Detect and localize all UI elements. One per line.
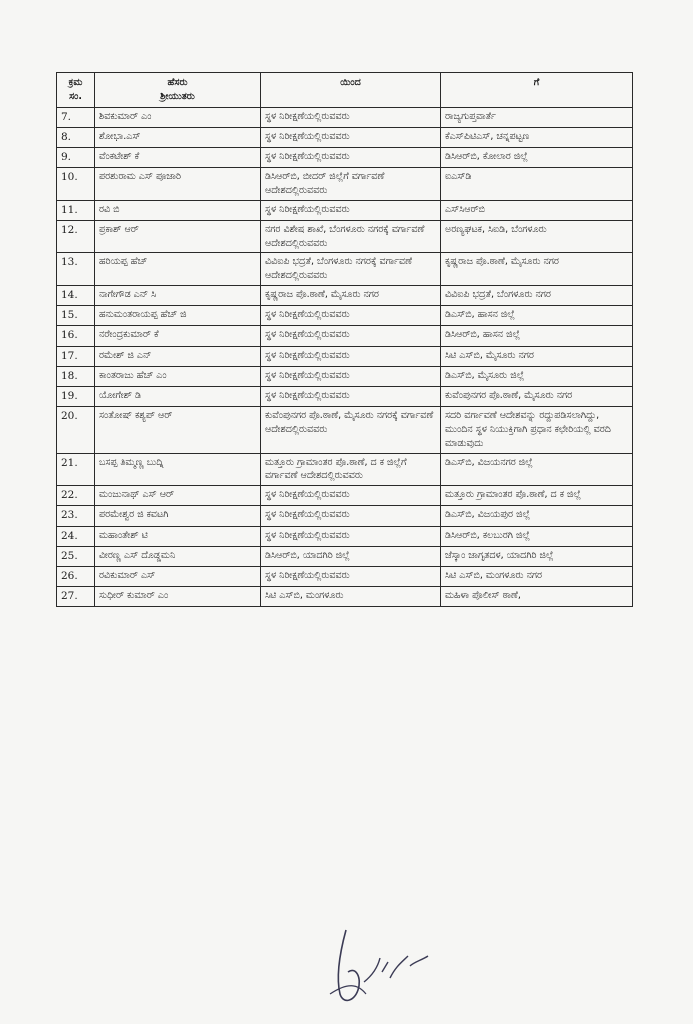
table-row [57,147,633,167]
table-header [57,73,633,108]
table-row [57,220,633,253]
serial-no-cell: 12. [57,220,95,253]
to-cell: ರಾಜ್ಯಗುಪ್ತವಾರ್ತೆ [441,107,633,127]
signature-date-stroke [364,956,428,982]
to-cell: ಸಿಟಿ ಎಸ್‌ಬಿ, ಮೈಸೂರು ನಗರ [441,346,633,366]
from-cell: ಸ್ಥಳ ನಿರೀಕ್ಷಣೆಯಲ್ಲಿರುವವರು [261,306,441,326]
from-cell: ಕುವೆಂಪುನಗರ ಪೊ.ಠಾಣೆ, ಮೈಸೂರು ನಗರಕ್ಕೆ ವರ್ಗಾವಣೆ ಆದೇಶದಲ್ಲಿರುವವರು [261,407,441,453]
table-row [57,486,633,506]
serial-no-cell: 27. [57,587,95,607]
table-row [57,107,633,127]
name-cell: ಯೋಗೇಶ್ ಡಿ [95,387,261,407]
from-cell: ಸ್ಥಳ ನಿರೀಕ್ಷಣೆಯಲ್ಲಿರುವವರು [261,486,441,506]
serial-no-cell: 11. [57,200,95,220]
serial-no-cell: 24. [57,526,95,546]
serial-no-cell: 19. [57,387,95,407]
signature [318,922,438,1017]
to-cell: ಡಿಎಸ್‌ಬಿ, ವಿಜಯಪುರ ಜಿಲ್ಲೆ [441,506,633,526]
to-cell: ಕೃಷ್ಣರಾಜ ಪೊ.ಠಾಣೆ, ಮೈಸೂರು ನಗರ [441,253,633,286]
name-cell: ನರೇಂದ್ರಕುಮಾರ್ ಕೆ [95,326,261,346]
name-cell: ಹನುಮಂತರಾಯಪ್ಪ ಹೆಚ್ ಜಿ [95,306,261,326]
from-cell: ಸಿಟಿ ಎಸ್‌ಬಿ, ಮಂಗಳೂರು [261,587,441,607]
table-row [57,587,633,607]
from-cell: ಡಿಸಿಆರ್‌ಬಿ, ಯಾದಗಿರಿ ಜಿಲ್ಲೆ [261,546,441,566]
name-cell: ಮಹಾಂತೇಶ್ ಟಿ [95,526,261,546]
to-cell: ಕುವೆಂಪುನಗರ ಪೊ.ಠಾಣೆ, ಮೈಸೂರು ನಗರ [441,387,633,407]
serial-no-cell: 10. [57,168,95,201]
name-cell: ರವಿ ಬಿ [95,200,261,220]
to-cell: ಡಿಎಸ್‌ಬಿ, ಹಾಸನ ಜಿಲ್ಲೆ [441,306,633,326]
to-cell: ಸಿಟಿ ಎಸ್‌ಬಿ, ಮಂಗಳೂರು ನಗರ [441,567,633,587]
serial-no-cell: 8. [57,127,95,147]
header-to: ಗೆ [441,73,633,108]
to-cell: ಅರಣ್ಯಘಟಕ, ಸಿಐಡಿ, ಬೆಂಗಳೂರು [441,220,633,253]
serial-no-cell: 23. [57,506,95,526]
from-cell: ಸ್ಥಳ ನಿರೀಕ್ಷಣೆಯಲ್ಲಿರುವವರು [261,147,441,167]
serial-no-cell: 15. [57,306,95,326]
table-row [57,387,633,407]
from-cell: ಸ್ಥಳ ನಿರೀಕ್ಷಣೆಯಲ್ಲಿರುವವರು [261,107,441,127]
to-cell: ಜೆಸ್ಕಾಂ ಜಾಗೃತದಳ, ಯಾದಗಿರಿ ಜಿಲ್ಲೆ [441,546,633,566]
table-row [57,168,633,201]
signature-stroke [338,930,359,1000]
name-cell: ರಮೇಶ್ ಜಿ ಎನ್ [95,346,261,366]
name-cell: ಹರಿಯಪ್ಪ ಹೆಚ್ [95,253,261,286]
table-row [57,127,633,147]
serial-no-cell: 22. [57,486,95,506]
to-cell: ಡಿಸಿಆರ್‌ಬಿ, ಕಲಬುರಗಿ ಜಿಲ್ಲೆ [441,526,633,546]
serial-no-cell: 25. [57,546,95,566]
from-cell: ಸ್ಥಳ ನಿರೀಕ್ಷಣೆಯಲ್ಲಿರುವವರು [261,366,441,386]
from-cell: ಸ್ಥಳ ನಿರೀಕ್ಷಣೆಯಲ್ಲಿರುವವರು [261,567,441,587]
table-row [57,326,633,346]
to-cell: ಕೆಎಸ್‌ಪಿಟಿಎಸ್, ಚನ್ನಪಟ್ಟಣ [441,127,633,147]
table-row [57,306,633,326]
header-name [95,73,261,108]
from-cell: ನಗರ ವಿಶೇಷ ಶಾಖೆ, ಬೆಂಗಳೂರು ನಗರಕ್ಕೆ ವರ್ಗಾವಣೆ ಆದೇಶದಲ್ಲಿರುವವರು [261,220,441,253]
name-cell: ಬಸಪ್ಪ ತಿಮ್ಮಣ್ಣ ಬುದ್ನಿ [95,453,261,486]
to-cell: ಡಿಸಿಆರ್‌ಬಿ, ಹಾಸನ ಜಿಲ್ಲೆ [441,326,633,346]
name-cell: ವೀರಣ್ಣ ಎಸ್ ದೊಡ್ಡಮನಿ [95,546,261,566]
from-cell: ಡಿಸಿಆರ್‌ಬಿ, ಬೀದರ್ ಜಿಲ್ಲೆಗೆ ವರ್ಗಾವಣೆ ಆದೇಶದಲ್ಲಿರುವವರು [261,168,441,201]
table-row [57,346,633,366]
table-row [57,286,633,306]
table-body [57,107,633,607]
name-cell: ಮಂಜುನಾಥ್ ಎಸ್ ಆರ್ [95,486,261,506]
serial-no-cell: 9. [57,147,95,167]
from-cell: ಸ್ಥಳ ನಿರೀಕ್ಷಣೆಯಲ್ಲಿರುವವರು [261,326,441,346]
signature-stroke-2 [330,986,366,994]
name-cell: ಕಾಂತರಾಜು ಹೆಚ್ ಎಂ [95,366,261,386]
serial-no-cell: 18. [57,366,95,386]
from-cell: ಮತ್ತೂರು ಗ್ರಾಮಾಂತರ ಪೊ.ಠಾಣೆ, ದ ಕ ಜಿಲ್ಲೆಗೆ ವರ್ಗಾವಣೆ ಆದೇಶದಲ್ಲಿರುವವರು [261,453,441,486]
to-cell: ಎಸ್‌ಸಿಆರ್‌ಬಿ [441,200,633,220]
header-name-line1: ಹೆಸರು [167,77,188,88]
table-row [57,407,633,453]
name-cell: ನಾಗೇಗೌಡ ಎನ್ ಸಿ [95,286,261,306]
serial-no-cell: 14. [57,286,95,306]
header-row [57,73,633,108]
header-from: ಯಿಂದ [261,73,441,108]
table-row [57,506,633,526]
name-cell: ವೆಂಕಟೇಶ್ ಕೆ [95,147,261,167]
table-row [57,200,633,220]
name-cell: ಸಂತೋಷ್ ಕಶ್ಯಪ್ ಆರ್ [95,407,261,453]
to-cell: ವಿವಿಐಪಿ ಭದ್ರತೆ, ಬೆಂಗಳೂರು ನಗರ [441,286,633,306]
serial-no-cell: 13. [57,253,95,286]
name-cell: ಪ್ರಕಾಶ್ ಆರ್ [95,220,261,253]
to-cell: ಮತ್ತೂರು ಗ್ರಾಮಾಂತರ ಪೊ.ಠಾಣೆ, ದ ಕ ಜಿಲ್ಲೆ [441,486,633,506]
serial-no-cell: 21. [57,453,95,486]
table-row [57,546,633,566]
serial-no-cell: 20. [57,407,95,453]
to-cell: ಮಹಿಳಾ ಪೊಲೀಸ್ ಠಾಣೆ, [441,587,633,607]
from-cell: ವಿವಿಐಪಿ ಭದ್ರತೆ, ಬೆಂಗಳೂರು ನಗರಕ್ಕೆ ವರ್ಗಾವಣೆ ಆದೇಶದಲ್ಲಿರುವವರು [261,253,441,286]
name-cell: ಶೋಭಾ.ಎಸ್ [95,127,261,147]
name-cell: ಪರಶುರಾಮ ಎಸ್ ಪೂಜಾರಿ [95,168,261,201]
header-serial-no: ಕ್ರಮ ಸಂ. [57,73,95,108]
name-cell: ಸುಧೀರ್ ಕುಮಾರ್ ಎಂ [95,587,261,607]
from-cell: ಸ್ಥಳ ನಿರೀಕ್ಷಣೆಯಲ್ಲಿರುವವರು [261,526,441,546]
table-row [57,567,633,587]
to-cell: ಡಿಎಸ್‌ಬಿ, ಮೈಸೂರು ಜಿಲ್ಲೆ [441,366,633,386]
from-cell: ಸ್ಥಳ ನಿರೀಕ್ಷಣೆಯಲ್ಲಿರುವವರು [261,506,441,526]
transfer-table [56,72,633,607]
name-cell: ಶಿವಕುಮಾರ್ ಎಂ [95,107,261,127]
name-cell: ರವಿಕುಮಾರ್ ಎಸ್ [95,567,261,587]
from-cell: ಸ್ಥಳ ನಿರೀಕ್ಷಣೆಯಲ್ಲಿರುವವರು [261,127,441,147]
serial-no-cell: 16. [57,326,95,346]
header-name-line2: ಶ್ರೀಯುತರು [160,90,195,102]
to-cell: ಡಿಎಸ್‌ಬಿ, ವಿಜಯನಗರ ಜಿಲ್ಲೆ [441,453,633,486]
serial-no-cell: 7. [57,107,95,127]
to-cell: ಡಿಸಿಆರ್‌ಬಿ, ಕೋಲಾರ ಜಿಲ್ಲೆ [441,147,633,167]
serial-no-cell: 26. [57,567,95,587]
name-cell: ಪರಮೇಶ್ವರ ಜಿ ಕವಟಗಿ [95,506,261,526]
to-cell: ಐಎಸ್‌ಡಿ [441,168,633,201]
table-row [57,453,633,486]
from-cell: ಕೃಷ್ಣರಾಜ ಪೊ.ಠಾಣೆ, ಮೈಸೂರು ನಗರ [261,286,441,306]
from-cell: ಸ್ಥಳ ನಿರೀಕ್ಷಣೆಯಲ್ಲಿರುವವರು [261,387,441,407]
table-row [57,366,633,386]
table-row [57,526,633,546]
from-cell: ಸ್ಥಳ ನಿರೀಕ್ಷಣೆಯಲ್ಲಿರುವವರು [261,200,441,220]
from-cell: ಸ್ಥಳ ನಿರೀಕ್ಷಣೆಯಲ್ಲಿರುವವರು [261,346,441,366]
to-cell: ಸದರಿ ವರ್ಗಾವಣೆ ಆದೇಶವನ್ನು ರದ್ದುಪಡಿಸಲಾಗಿದ್ದು, ಮುಂದಿನ ಸ್ಥಳ ನಿಯುಕ್ತಿಗಾಗಿ ಪ್ರಧಾನ ಕಛೇರಿಯಲ್ಲಿ ವರದಿ ಮಾಡುವುದು [441,407,633,453]
table-row [57,253,633,286]
serial-no-cell: 17. [57,346,95,366]
